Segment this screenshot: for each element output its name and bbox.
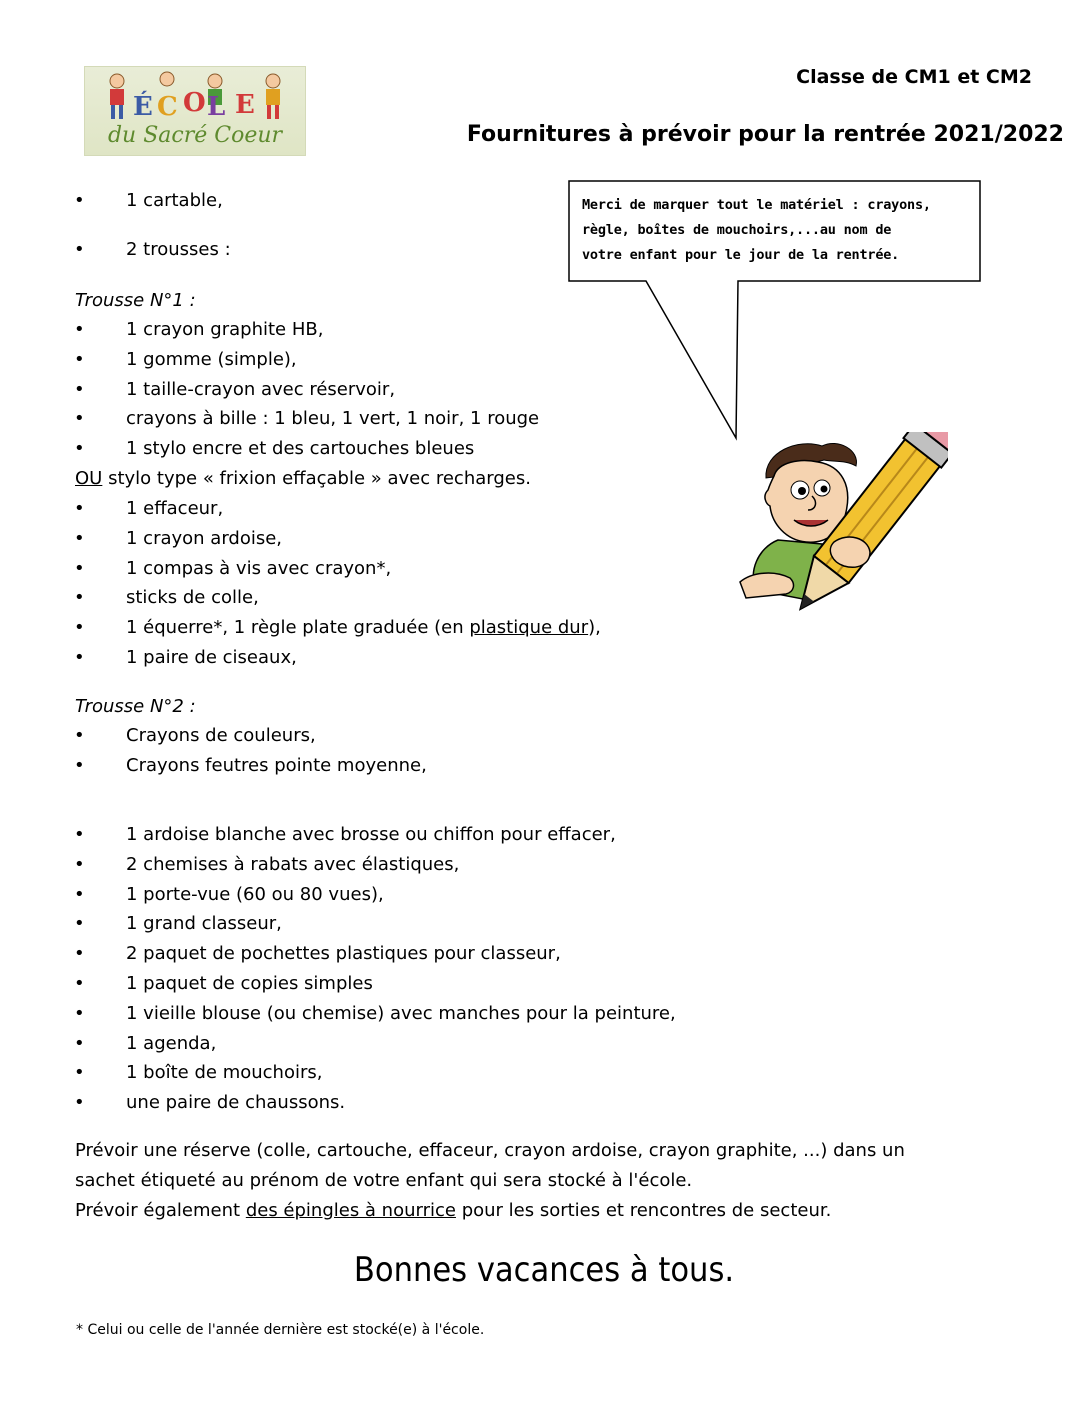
notes-paragraph <box>75 1136 1075 1225</box>
list-item: • 1 vieille blouse (ou chemise) avec manches pour la peinture, <box>74 1002 676 1024</box>
svg-text:C: C <box>157 92 178 122</box>
closing-message: Bonnes vacances à tous. <box>353 1250 735 1290</box>
list-item: • 1 crayon graphite HB, <box>74 319 324 340</box>
list-item: • 1 agenda, <box>74 1032 217 1054</box>
svg-text:L: L <box>207 92 226 122</box>
svg-text:E: E <box>235 90 255 120</box>
list-item: • 1 cartable, <box>74 190 223 211</box>
school-logo <box>84 66 306 156</box>
list-item: • 1 paire de ciseaux, <box>74 646 297 668</box>
notes-line: sachet étiqueté au prénom de votre enfant qui sera stocké à l'école. <box>75 1169 693 1191</box>
alternative-line: OU stylo type « frixion effaçable » avec recharges. <box>75 468 531 489</box>
list-item: • 1 porte-vue (60 ou 80 vues), <box>74 883 384 905</box>
list-item: • 1 grand classeur, <box>74 913 282 935</box>
list-item: • une paire de chaussons. <box>74 1092 346 1114</box>
trousse2-list <box>70 721 427 781</box>
list-item: • 2 paquet de pochettes plastiques pour classeur, <box>74 943 561 965</box>
list-item: • 1 équerre*, 1 règle plate graduée (en plastique dur), <box>74 617 601 639</box>
child-with-pencil-icon <box>738 432 948 637</box>
page-title: Fournitures à prévoir pour la rentrée 2021/2022 <box>466 122 1064 147</box>
notes-line: Prévoir une réserve (colle, cartouche, effaceur, crayon ardoise, crayon graphite, ...) dans un <box>75 1140 905 1161</box>
top-list <box>70 186 231 265</box>
trousse1-heading: Trousse N°1 : <box>75 290 196 311</box>
other-items-list <box>70 820 676 1118</box>
class-title: Classe de CM1 et CM2 <box>796 66 1032 88</box>
list-item: • 1 ardoise blanche avec brosse ou chiffon pour effacer, <box>74 824 616 845</box>
list-item: • 1 compas à vis avec crayon*, <box>74 557 392 579</box>
trousse1-list <box>70 315 539 464</box>
list-item: • 1 paquet de copies simples <box>74 972 373 994</box>
list-item: • 2 trousses : <box>74 239 231 260</box>
logo-children-icon <box>95 71 295 125</box>
list-item: • 1 effaceur, <box>74 498 224 519</box>
list-item: • 1 gomme (simple), <box>74 348 297 370</box>
list-item: • 2 chemises à rabats avec élastiques, <box>74 853 460 875</box>
list-item: • sticks de colle, <box>74 587 259 609</box>
list-item: • crayons à bille : 1 bleu, 1 vert, 1 noir, 1 rouge <box>74 408 540 430</box>
bubble-message: Merci de marquer tout le matériel : crayons, règle, boîtes de mouchoirs,...au nom de votre enfant pour le jour de la rentrée. <box>582 197 931 263</box>
notes-line: Prévoir également des épingles à nourrice pour les sorties et rencontres de secteur. <box>75 1199 832 1221</box>
trousse2-heading: Trousse N°2 : <box>75 696 196 717</box>
list-item: • 1 crayon ardoise, <box>74 527 283 549</box>
list-item: • Crayons de couleurs, <box>74 725 316 746</box>
list-item: • 1 stylo encre et des cartouches bleues <box>74 438 475 460</box>
list-item: • Crayons feutres pointe moyenne, <box>74 754 427 776</box>
trousse1-list-continued <box>70 494 601 673</box>
svg-text:O: O <box>183 88 206 118</box>
logo-subtitle: du Sacré Coeur <box>107 123 283 148</box>
footnote: * Celui ou celle de l'année dernière est stocké(e) à l'école. <box>76 1322 485 1338</box>
list-item: • 1 boîte de mouchoirs, <box>74 1062 323 1084</box>
svg-text:É: É <box>133 92 153 122</box>
list-item: • 1 taille-crayon avec réservoir, <box>74 378 396 400</box>
